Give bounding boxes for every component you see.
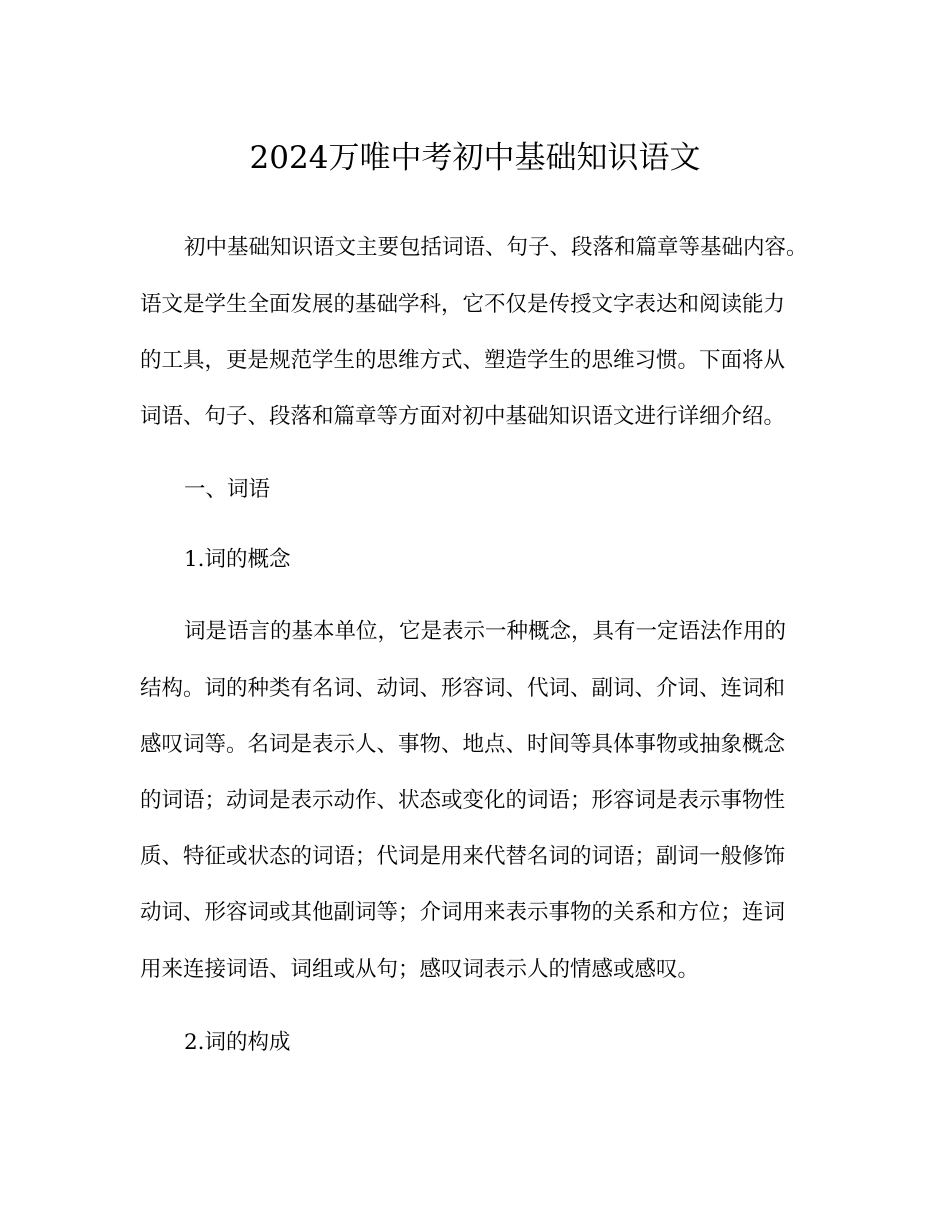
concept-line-5: 质、特征或状态的词语；代词是用来代替名词的词语；副词一般修饰: [140, 844, 786, 869]
concept-line-2: 结构。词的种类有名词、动词、形容词、代词、副词、介词、连词和: [140, 676, 786, 701]
intro-line-1: 初中基础知识语文主要包括词语、句子、段落和篇章等基础内容。: [184, 235, 808, 260]
document-title: 2024万唯中考初中基础知识语文: [249, 140, 701, 176]
concept-line-1: 词是语言的基本单位，它是表示一种概念，具有一定语法作用的: [184, 619, 787, 644]
concept-line-6: 动词、形容词或其他副词等；介词用来表示事物的关系和方位；连词: [140, 900, 786, 925]
intro-line-2: 语文是学生全面发展的基础学科，它不仅是传授文字表达和阅读能力: [140, 292, 786, 317]
concept-line-3: 感叹词等。名词是表示人、事物、地点、时间等具体事物或抽象概念: [140, 732, 786, 757]
intro-line-3: 的工具，更是规范学生的思维方式、塑造学生的思维习惯。下面将从: [140, 348, 786, 373]
section-heading-words: 一、词语: [184, 477, 271, 502]
subsection-heading-word-concept: 1.词的概念: [184, 547, 291, 572]
concept-line-4: 的词语；动词是表示动作、状态或变化的词语；形容词是表示事物性: [140, 788, 786, 813]
concept-line-7: 用来连接词语、词组或从句；感叹词表示人的情感或感叹。: [140, 957, 700, 982]
subsection-heading-word-formation: 2.词的构成: [184, 1030, 291, 1055]
intro-line-4: 词语、句子、段落和篇章等方面对初中基础知识语文进行详细介绍。: [140, 404, 786, 429]
